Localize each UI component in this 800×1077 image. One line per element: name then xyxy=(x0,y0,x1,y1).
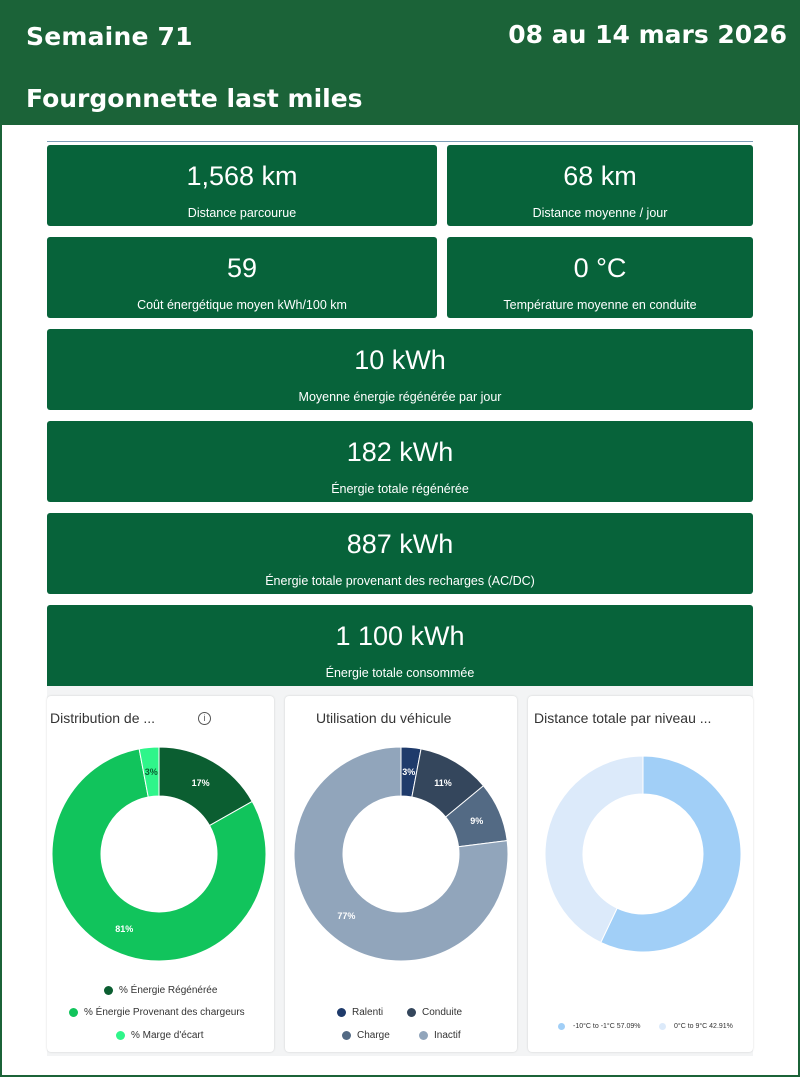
legend-item[interactable]: Conduite xyxy=(407,1007,462,1018)
kpi-label: Énergie totale provenant des recharges (AC/DC) xyxy=(265,574,535,588)
kpi-value: 59 xyxy=(226,253,258,283)
kpi-regen-total xyxy=(47,421,753,502)
chart-title: Utilisation du véhicule xyxy=(316,710,452,726)
legend-item[interactable]: 0°C to 9°C 42.91% xyxy=(659,1023,733,1030)
kpi-label: Coût énergétique moyen kWh/100 km xyxy=(137,298,347,312)
legend-item[interactable]: Inactif xyxy=(419,1030,461,1041)
kpi-label: Moyenne énergie régénérée par jour xyxy=(298,390,502,404)
legend-item[interactable]: % Énergie Régénérée xyxy=(104,985,217,996)
kpi-energy-cost xyxy=(47,237,437,318)
donut-chart-utilisation xyxy=(285,716,517,996)
legend-item[interactable]: Ralenti xyxy=(337,1007,383,1018)
kpi-distance-total xyxy=(47,145,437,226)
kpi-distance-per-day xyxy=(447,145,753,226)
chart-card-utilisation xyxy=(285,696,517,1052)
kpi-label: Énergie totale consommée xyxy=(325,666,475,680)
chart-title: Distance totale par niveau ... xyxy=(534,710,712,726)
kpi-value: 68 km xyxy=(563,161,637,191)
kpi-value: 887 kWh xyxy=(346,529,454,559)
header xyxy=(0,0,800,125)
date-range: 08 au 14 mars 2026 xyxy=(508,20,787,49)
kpi-recharge-total xyxy=(47,513,753,594)
donut-chart-distribution xyxy=(47,716,274,996)
week-label: Semaine 71 xyxy=(26,22,193,51)
info-icon[interactable]: i xyxy=(198,712,211,725)
vehicle-name: Fourgonnette last miles xyxy=(26,84,363,113)
divider xyxy=(47,141,753,142)
legend-item[interactable]: -10°C to -1°C 57.09% xyxy=(558,1023,640,1030)
legend-item[interactable]: % Marge d'écart xyxy=(116,1030,204,1041)
donut-chart-distance-temp xyxy=(528,716,753,996)
slice-data-label: 11% xyxy=(434,777,452,788)
slice-data-label: 3% xyxy=(144,766,158,777)
chart-card-distribution xyxy=(47,696,274,1052)
kpi-value: 0 °C xyxy=(573,253,627,283)
slice-data-label: 17% xyxy=(191,777,210,788)
legend-item[interactable]: Charge xyxy=(342,1030,390,1041)
kpi-label: Distance parcourue xyxy=(187,206,297,220)
legend-item[interactable]: % Énergie Provenant des chargeurs xyxy=(69,1007,245,1018)
slice-data-label: 77% xyxy=(337,910,356,921)
slice-data-label: 3% xyxy=(402,766,416,777)
chart-card-distance-temp xyxy=(528,696,753,1052)
kpi-consumed-total xyxy=(47,605,753,686)
kpi-label: Énergie totale régénérée xyxy=(331,482,469,496)
kpi-value: 1,568 km xyxy=(186,161,298,191)
kpi-value: 1 100 kWh xyxy=(335,621,465,651)
chart-title: Distribution de ... xyxy=(50,710,156,726)
kpi-temperature xyxy=(447,237,753,318)
slice-data-label: 81% xyxy=(115,923,134,934)
kpi-label: Température moyenne en conduite xyxy=(503,298,697,312)
kpi-value: 10 kWh xyxy=(354,345,446,375)
kpi-value: 182 kWh xyxy=(346,437,454,467)
slice-data-label: 9% xyxy=(470,816,484,827)
kpi-label: Distance moyenne / jour xyxy=(532,206,668,220)
kpi-regen-per-day xyxy=(47,329,753,410)
